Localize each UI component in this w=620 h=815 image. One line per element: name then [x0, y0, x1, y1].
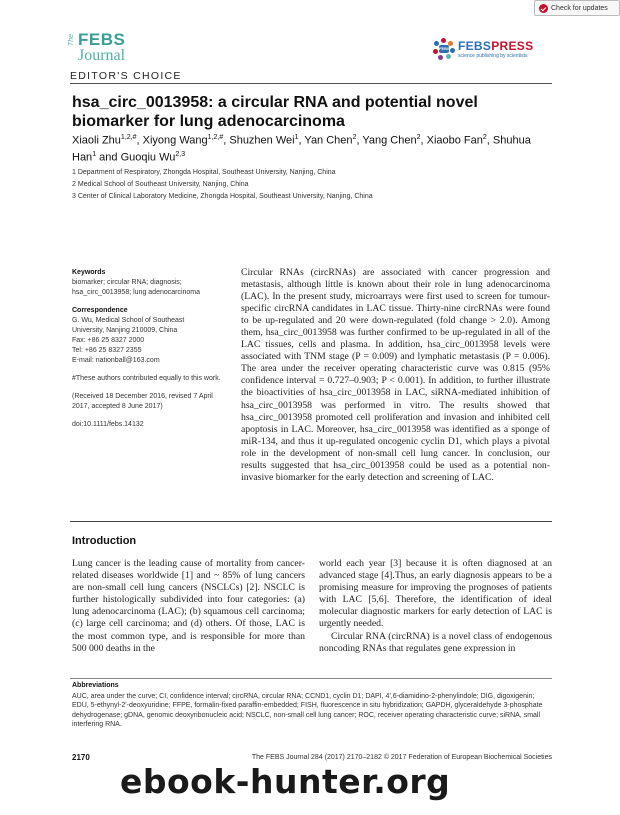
watermark-text: ebook-hunter.org	[120, 762, 451, 801]
page-number: 2170	[72, 753, 90, 762]
author-name: Yang Chen	[362, 134, 417, 147]
author-name: Xiaobo Fan	[426, 134, 483, 147]
author-affiliation-marker: 1	[92, 151, 97, 159]
author-name: Yan Chen	[304, 134, 353, 147]
author-list: Xiaoli Zhu$^{1,2,\#}$, Xiyong Wang$^{1,2,\#}$, Shuzhen Wei$^1$, Yan Chen$^2$, Yang Chen$^2$, Xiaobo Fan$^2$, Shuhua Han$^1$ and Guoqiu Wu$^{2,3}$	[72, 134, 531, 164]
correspondence-line: Fax: +86 25 8327 2000	[72, 337, 145, 344]
intro-column-right	[319, 558, 552, 655]
press-tagline: science publishing by scientists	[458, 53, 528, 59]
logo-febs: FEBS	[78, 30, 126, 49]
intro-paragraph: Circular RNA (circRNA) is a novel class of endogenous noncoding RNAs that regulates gene expression in	[319, 630, 552, 654]
abbreviations-divider	[70, 678, 552, 679]
febs-press-mark-icon: FEBS	[433, 38, 455, 60]
keywords-heading: Keywords	[72, 269, 106, 276]
author-affiliation-marker: 1,2,#	[120, 134, 137, 141]
abstract-divider	[70, 521, 552, 522]
author-name: Shuzhen Wei	[229, 134, 295, 147]
author-affiliation-marker: 2	[352, 134, 357, 141]
press-name: FEBSPRESS	[458, 39, 534, 53]
author-name: Xiaoli Zhu	[72, 134, 121, 147]
abbreviations-heading: Abbreviations	[72, 682, 119, 689]
author-name: Shuhua Han	[72, 134, 531, 164]
header-divider	[70, 83, 552, 84]
check-updates-icon	[539, 4, 548, 13]
affiliation-2: 2 Medical School of Southeast University, Nanjing, China	[72, 181, 249, 188]
febs-press-logo	[433, 38, 553, 64]
intro-paragraph: Lung cancer is the leading cause of mortality from cancer-related diseases worldwide [1] and ~ 85% of lung cancers are non-small cell lung cancers (NSCLCs) [2]. NSCLC is further histologically subdivided into four categories: (a) lung adenocarcinoma (LAC); (b) squamous cell carcinoma; (c) large cell carcinoma; and (d) others. Of those, LAC is the most common type, and is responsible for more than 500 000 deaths in the	[72, 558, 305, 654]
author-name: Guoqiu Wu	[120, 151, 176, 164]
footer-citation: The FEBS Journal 284 (2017) 2170–2182 © 2017 Federation of European Biochemical Societies	[251, 754, 552, 761]
abbreviations	[72, 681, 552, 729]
correspondence-line: University, Nanjing 210009, China	[72, 327, 178, 334]
section-label: EDITOR'S CHOICE	[70, 70, 182, 82]
febs-journal-logo	[68, 30, 148, 68]
keywords-text: biomarker; circular RNA; diagnosis; hsa_circ_0013958; lung adenocarcinoma	[72, 279, 201, 296]
correspondence-heading: Correspondence	[72, 307, 128, 314]
check-for-updates-button[interactable]	[534, 0, 620, 16]
received-dates: (Received 18 December 2016, revised 7 April 2017, accepted 8 June 2017)	[72, 393, 213, 410]
author-affiliation-marker: 2,3	[175, 151, 186, 159]
author-affiliation-marker: 1	[294, 134, 299, 141]
correspondence-email[interactable]: E-mail: nationball@163.com	[72, 357, 160, 364]
equal-contribution-note: #These authors contributed equally to this work.	[72, 375, 221, 382]
affiliations	[72, 167, 552, 203]
introduction-heading: Introduction	[72, 535, 137, 547]
author-name: Xiyong Wang	[142, 134, 208, 147]
doi-link[interactable]: doi:10.1111/febs.14132	[72, 421, 144, 428]
affiliation-3: 3 Center of Clinical Laboratory Medicine, Zhongda Hospital, Southeast University, Nanjing, China	[72, 193, 373, 200]
check-updates-label: Check for updates	[551, 4, 608, 12]
correspondence-line: Tel: +86 25 8327 2355	[72, 347, 142, 354]
author-affiliation-marker: 1,2,#	[207, 134, 224, 141]
abstract-text: Circular RNAs (circRNAs) are associated with cancer progression and metastasis, although little is known about their role in lung adenocarcinoma (LAC). In the present study, microarrays were first used to screen for tumour-specific circRNA candidates in LAC tissue. Thirty-nine circRNAs were found to be up-regulated and 20 were down-regulated (fold change > 2.0). Among them, hsa_circ_0013958 was further confirmed to be up-regulated in all of the LAC tissues, cells and plasma. In addition, hsa_circ_0013958 levels were associated with TNM stage (P = 0.009) and lymphatic metastasis (P = 0.006). The area under the receiver operating characteristic curve was 0.815 (95% confidence interval = 0.727–0.903; P < 0.001). In addition, to further illustrate the bioactivities of hsa_circ_0013958 in LAC, siRNA-mediated inhibition of hsa_circ_0013958 was performed in vitro. The results showed that hsa_circ_0013958 promoted cell proliferation and invasion and inhibited cell apoptosis in LAC. Moreover, hsa_circ_0013958 was identified as a sponge of miR-134, and thus it up-regulated oncogenic cyclin D1, which plays a pivotal role in the development of non-small cell lung cancer. In conclusion, our results suggested that hsa_circ_0013958 could be used as a potential non-invasive biomarker for the early detection and screening of LAC.	[241, 267, 550, 483]
author-affiliation-marker: 2	[416, 134, 421, 141]
abstract	[241, 267, 550, 484]
abbreviations-text: AUC, area under the curve; CI, confidence interval; circRNA, circular RNA; CCND1, cyclin D1; DAPI, 4',6-diamidino-2-phenylindole; DIG, digoxigenin; EDU, 5-ethynyl-2'-deoxyuridine; FFPE, formalin-fixed paraffin-embedded; FISH, fluorescence in situ hybridization; GAPDH, glyceraldehyde 3-phosphate dehydrogenase; gDNA, genomic deoxyribonucleic acid; NSCLC, non-small cell lung cancer; ROC, receiver operating characteristic curve; siRNA, small interfering RNA.	[72, 693, 543, 728]
author-affiliation-marker: 2	[482, 134, 487, 141]
logo-the: The	[68, 34, 75, 47]
intro-column-left	[72, 558, 305, 655]
logo-journal: Journal	[78, 47, 126, 64]
affiliation-1: 1 Department of Respiratory, Zhongda Hospital, Southeast University, Nanjing, China	[72, 169, 336, 176]
article-title: hsa_circ_0013958: a circular RNA and potential novel biomarker for lung adenocarcinoma	[72, 94, 478, 130]
intro-paragraph: world each year [3] because it is often diagnosed at an advanced stage [4].Thus, an early diagnosis appears to be a promising measure for improving the prognoses of patients with LAC [5,6]. Therefore, the identification of ideal molecular diagnostic markers for early detection of LAC is urgently needed.	[319, 558, 552, 630]
correspondence-line: G. Wu, Medical School of Southeast	[72, 317, 185, 324]
article-sidebar	[72, 268, 222, 438]
